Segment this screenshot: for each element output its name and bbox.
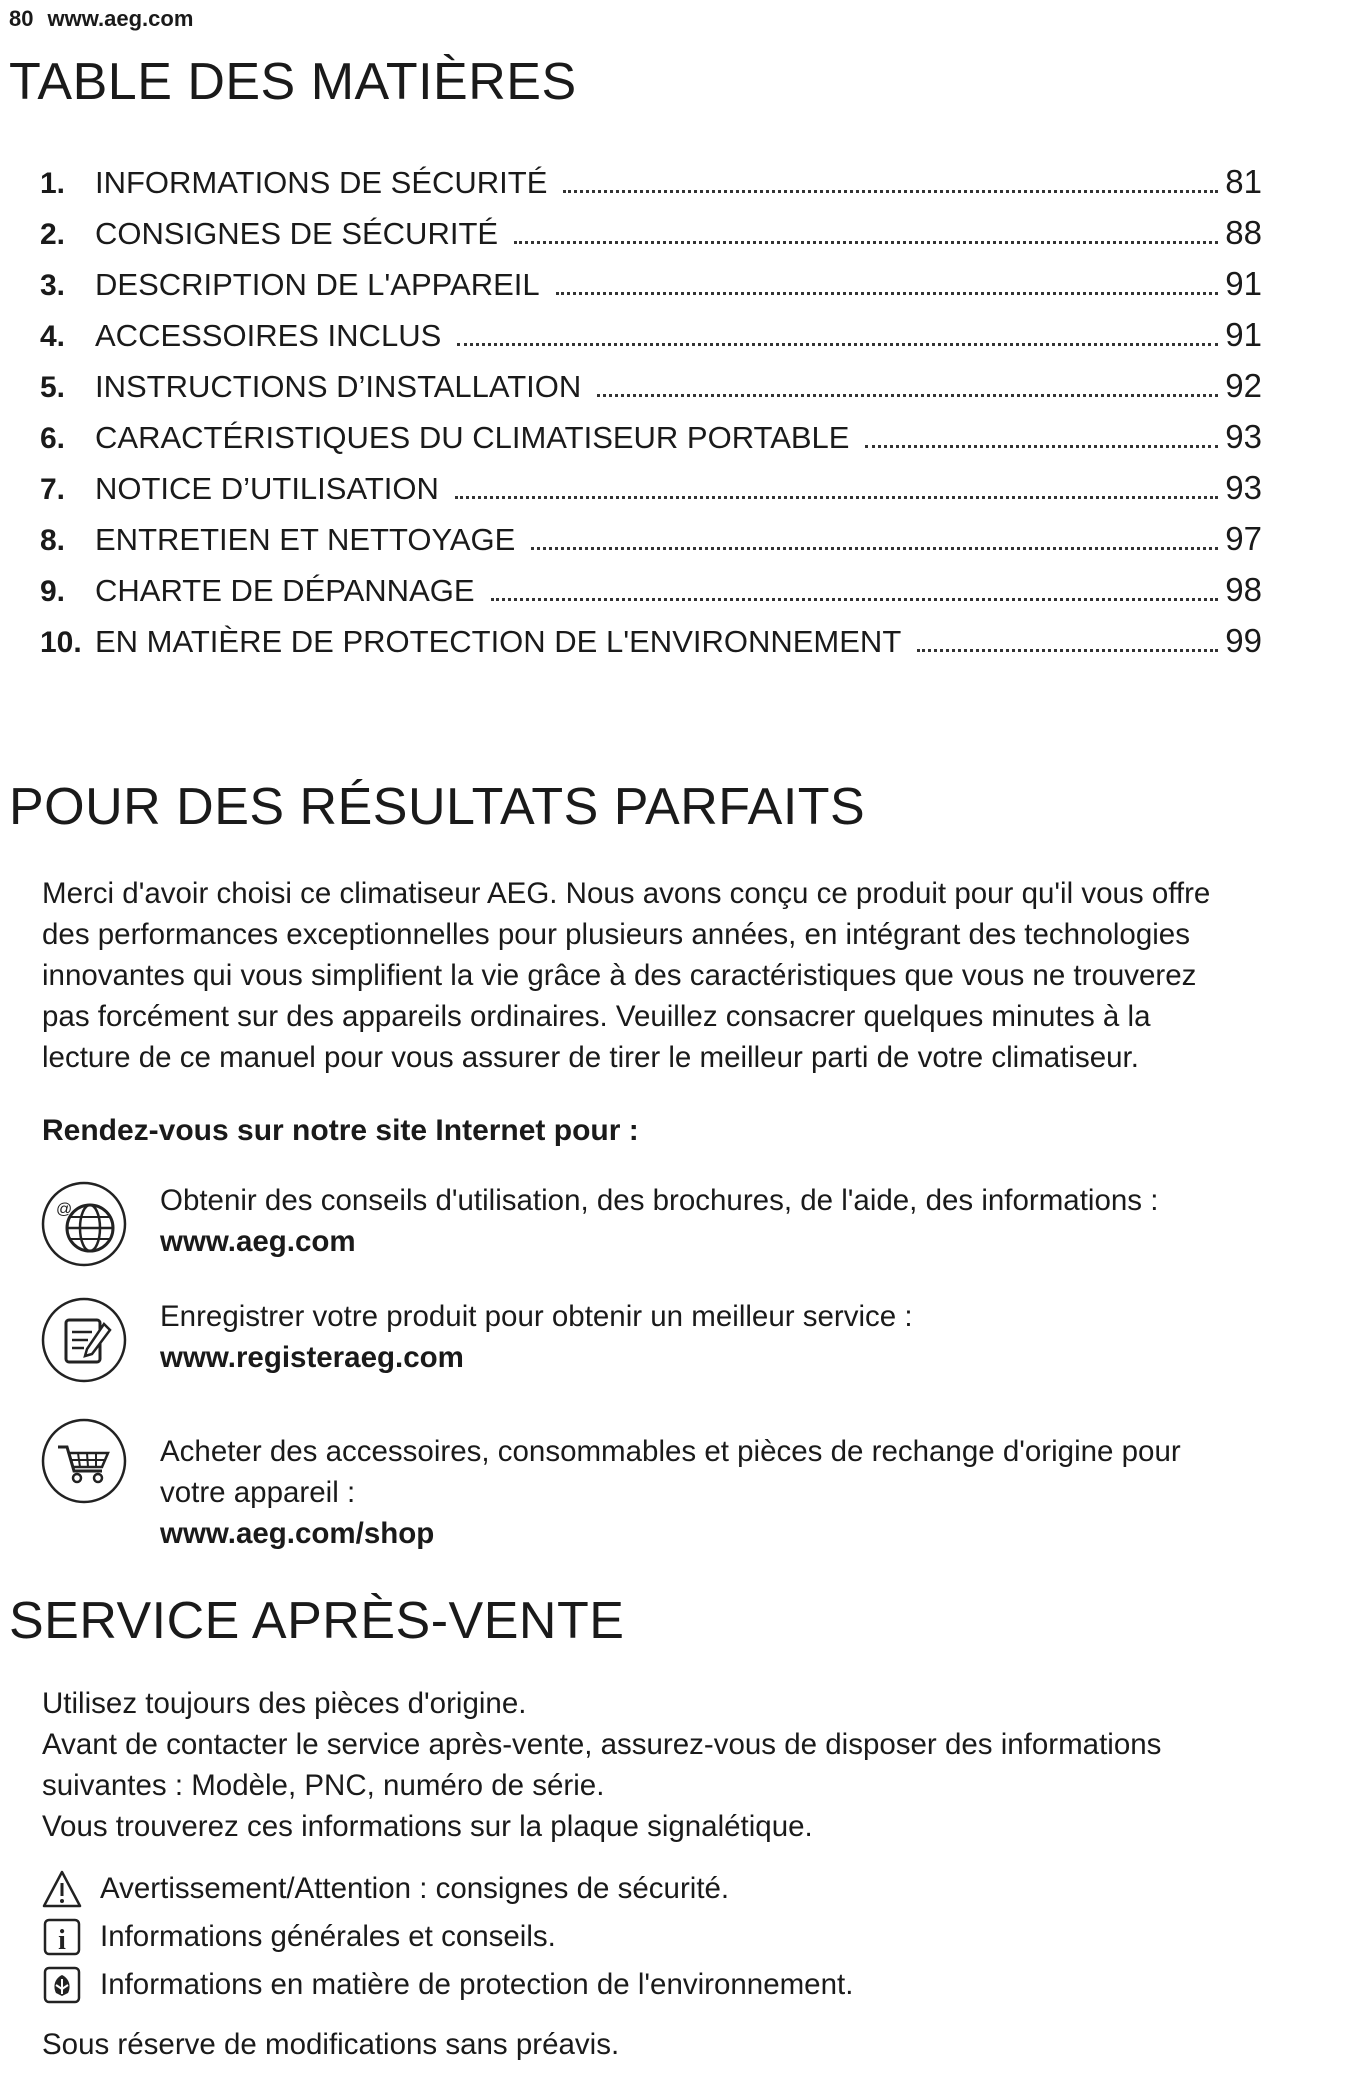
toc-page: 99 — [1225, 622, 1262, 659]
toc-item-2[interactable] — [40, 201, 1262, 252]
toc-item-title: ENTRETIEN ET NETTOYAGE — [95, 522, 516, 557]
toc-leader — [514, 241, 1218, 244]
toc-page: 97 — [1225, 520, 1262, 557]
header-website[interactable]: www.aeg.com — [47, 6, 194, 31]
toc-item-title: CONSIGNES DE SÉCURITÉ — [95, 216, 499, 251]
toc-item-8[interactable] — [40, 507, 1262, 558]
environment-icon — [42, 1965, 82, 2005]
toc-item-title: CHARTE DE DÉPANNAGE — [95, 573, 475, 608]
toc-leader — [563, 190, 1218, 193]
link-description: Acheter des accessoires, consommables et pièces de rechange d'origine pour — [160, 1435, 1181, 1468]
service-line: suivantes : Modèle, PNC, numéro de série. — [42, 1769, 605, 1802]
toc-item-title: ACCESSOIRES INCLUS — [95, 318, 442, 353]
toc-page: 91 — [1225, 265, 1262, 302]
link-text-block — [160, 1431, 1330, 1554]
notice-info — [42, 1915, 556, 1959]
notice-text: Informations en matière de protection de l'environnement. — [100, 1968, 854, 2001]
toc-item-title: INSTRUCTIONS D’INSTALLATION — [95, 369, 582, 404]
intro-paragraph — [42, 873, 1332, 1078]
link-text-block — [160, 1296, 1330, 1378]
link-description: Enregistrer votre produit pour obtenir un meilleur service : — [160, 1300, 913, 1333]
toc-number: 7. — [40, 473, 66, 506]
notice-environment — [42, 1963, 853, 2007]
intro-line: Merci d'avoir choisi ce climatiseur AEG. Nous avons conçu ce produit pour qu'il vous offre — [42, 877, 1211, 910]
toc-item-10[interactable] — [40, 609, 1262, 660]
service-line: Utilisez toujours des pièces d'origine. — [42, 1687, 527, 1720]
toc-page: 88 — [1225, 214, 1262, 251]
toc-leader — [531, 547, 1218, 550]
intro-line: innovantes qui vous simplifient la vie grâce à des caractéristiques que vous ne trouverez — [42, 959, 1197, 992]
page-header — [9, 6, 207, 32]
notice-warning — [42, 1867, 729, 1911]
page-number: 80 — [9, 6, 34, 31]
results-title: POUR DES RÉSULTATS PARFAITS — [9, 778, 866, 836]
toc-leader — [457, 343, 1218, 346]
toc-item-1[interactable] — [40, 150, 1262, 201]
toc-item-title: CARACTÉRISTIQUES DU CLIMATISEUR PORTABLE — [95, 420, 850, 455]
toc-page: 91 — [1225, 316, 1262, 353]
toc-leader — [556, 292, 1218, 295]
toc-leader — [597, 394, 1218, 397]
toc-page: 93 — [1225, 469, 1262, 506]
toc-item-title: NOTICE D’UTILISATION — [95, 471, 439, 506]
notice-text: Avertissement/Attention : consignes de sécurité. — [100, 1872, 730, 1905]
toc-page: 81 — [1225, 163, 1262, 200]
aeg-website-link[interactable]: www.aeg.com — [160, 1225, 356, 1258]
intro-line: lecture de ce manuel pour vous assurer de tirer le meilleur parti de votre climatiseur. — [42, 1041, 1139, 1074]
link-description: Obtenir des conseils d'utilisation, des brochures, de l'aide, des informations : — [160, 1184, 1159, 1217]
toc-item-4[interactable] — [40, 303, 1262, 354]
toc-item-5[interactable] — [40, 354, 1262, 405]
toc-leader — [455, 496, 1218, 499]
toc-leader — [865, 445, 1218, 448]
toc-item-7[interactable] — [40, 456, 1262, 507]
table-of-contents — [40, 150, 1262, 660]
toc-page: 93 — [1225, 418, 1262, 455]
service-paragraph — [42, 1683, 1332, 1847]
link-text-block — [160, 1180, 1330, 1262]
toc-number: 3. — [40, 269, 66, 302]
toc-item-title: INFORMATIONS DE SÉCURITÉ — [95, 165, 548, 200]
toc-item-title: DESCRIPTION DE L'APPAREIL — [95, 267, 540, 302]
toc-leader — [491, 598, 1218, 601]
intro-line: des performances exceptionnelles pour plusieurs années, en intégrant des technologies — [42, 918, 1190, 951]
globe-icon — [40, 1180, 128, 1268]
toc-number: 10. — [40, 626, 82, 659]
service-line: Vous trouverez ces informations sur la plaque signalétique. — [42, 1810, 813, 1843]
register-icon — [40, 1296, 128, 1384]
toc-number: 2. — [40, 218, 66, 251]
link-description-cont: votre appareil : — [160, 1476, 356, 1509]
toc-item-title: EN MATIÈRE DE PROTECTION DE L'ENVIRONNEMENT — [95, 624, 902, 659]
service-title: SERVICE APRÈS-VENTE — [9, 1592, 625, 1650]
toc-number: 6. — [40, 422, 66, 455]
toc-number: 9. — [40, 575, 66, 608]
toc-title: TABLE DES MATIÈRES — [9, 53, 577, 111]
warning-icon — [42, 1869, 82, 1909]
notice-text: Informations générales et conseils. — [100, 1920, 556, 1953]
toc-number: 8. — [40, 524, 66, 557]
toc-item-6[interactable] — [40, 405, 1262, 456]
service-line: Avant de contacter le service après-vente, assurez-vous de disposer des informations — [42, 1728, 1162, 1761]
toc-page: 92 — [1225, 367, 1262, 404]
toc-leader — [917, 649, 1218, 652]
shopping-cart-icon — [40, 1417, 128, 1505]
svg-text:i: i — [58, 1925, 66, 1956]
toc-item-9[interactable] — [40, 558, 1262, 609]
shop-website-link[interactable]: www.aeg.com/shop — [160, 1517, 435, 1550]
toc-number: 4. — [40, 320, 66, 353]
info-icon — [42, 1917, 82, 1957]
svg-text:@: @ — [56, 1201, 73, 1218]
toc-number: 5. — [40, 371, 66, 404]
register-website-link[interactable]: www.registeraeg.com — [160, 1341, 464, 1374]
toc-page: 98 — [1225, 571, 1262, 608]
toc-item-3[interactable] — [40, 252, 1262, 303]
intro-line: pas forcément sur des appareils ordinaires. Veuillez consacrer quelques minutes à la — [42, 1000, 1151, 1033]
footer-note: Sous réserve de modifications sans préavis. — [42, 2028, 620, 2061]
toc-number: 1. — [40, 167, 66, 200]
visit-heading: Rendez-vous sur notre site Internet pour : — [42, 1114, 639, 1147]
